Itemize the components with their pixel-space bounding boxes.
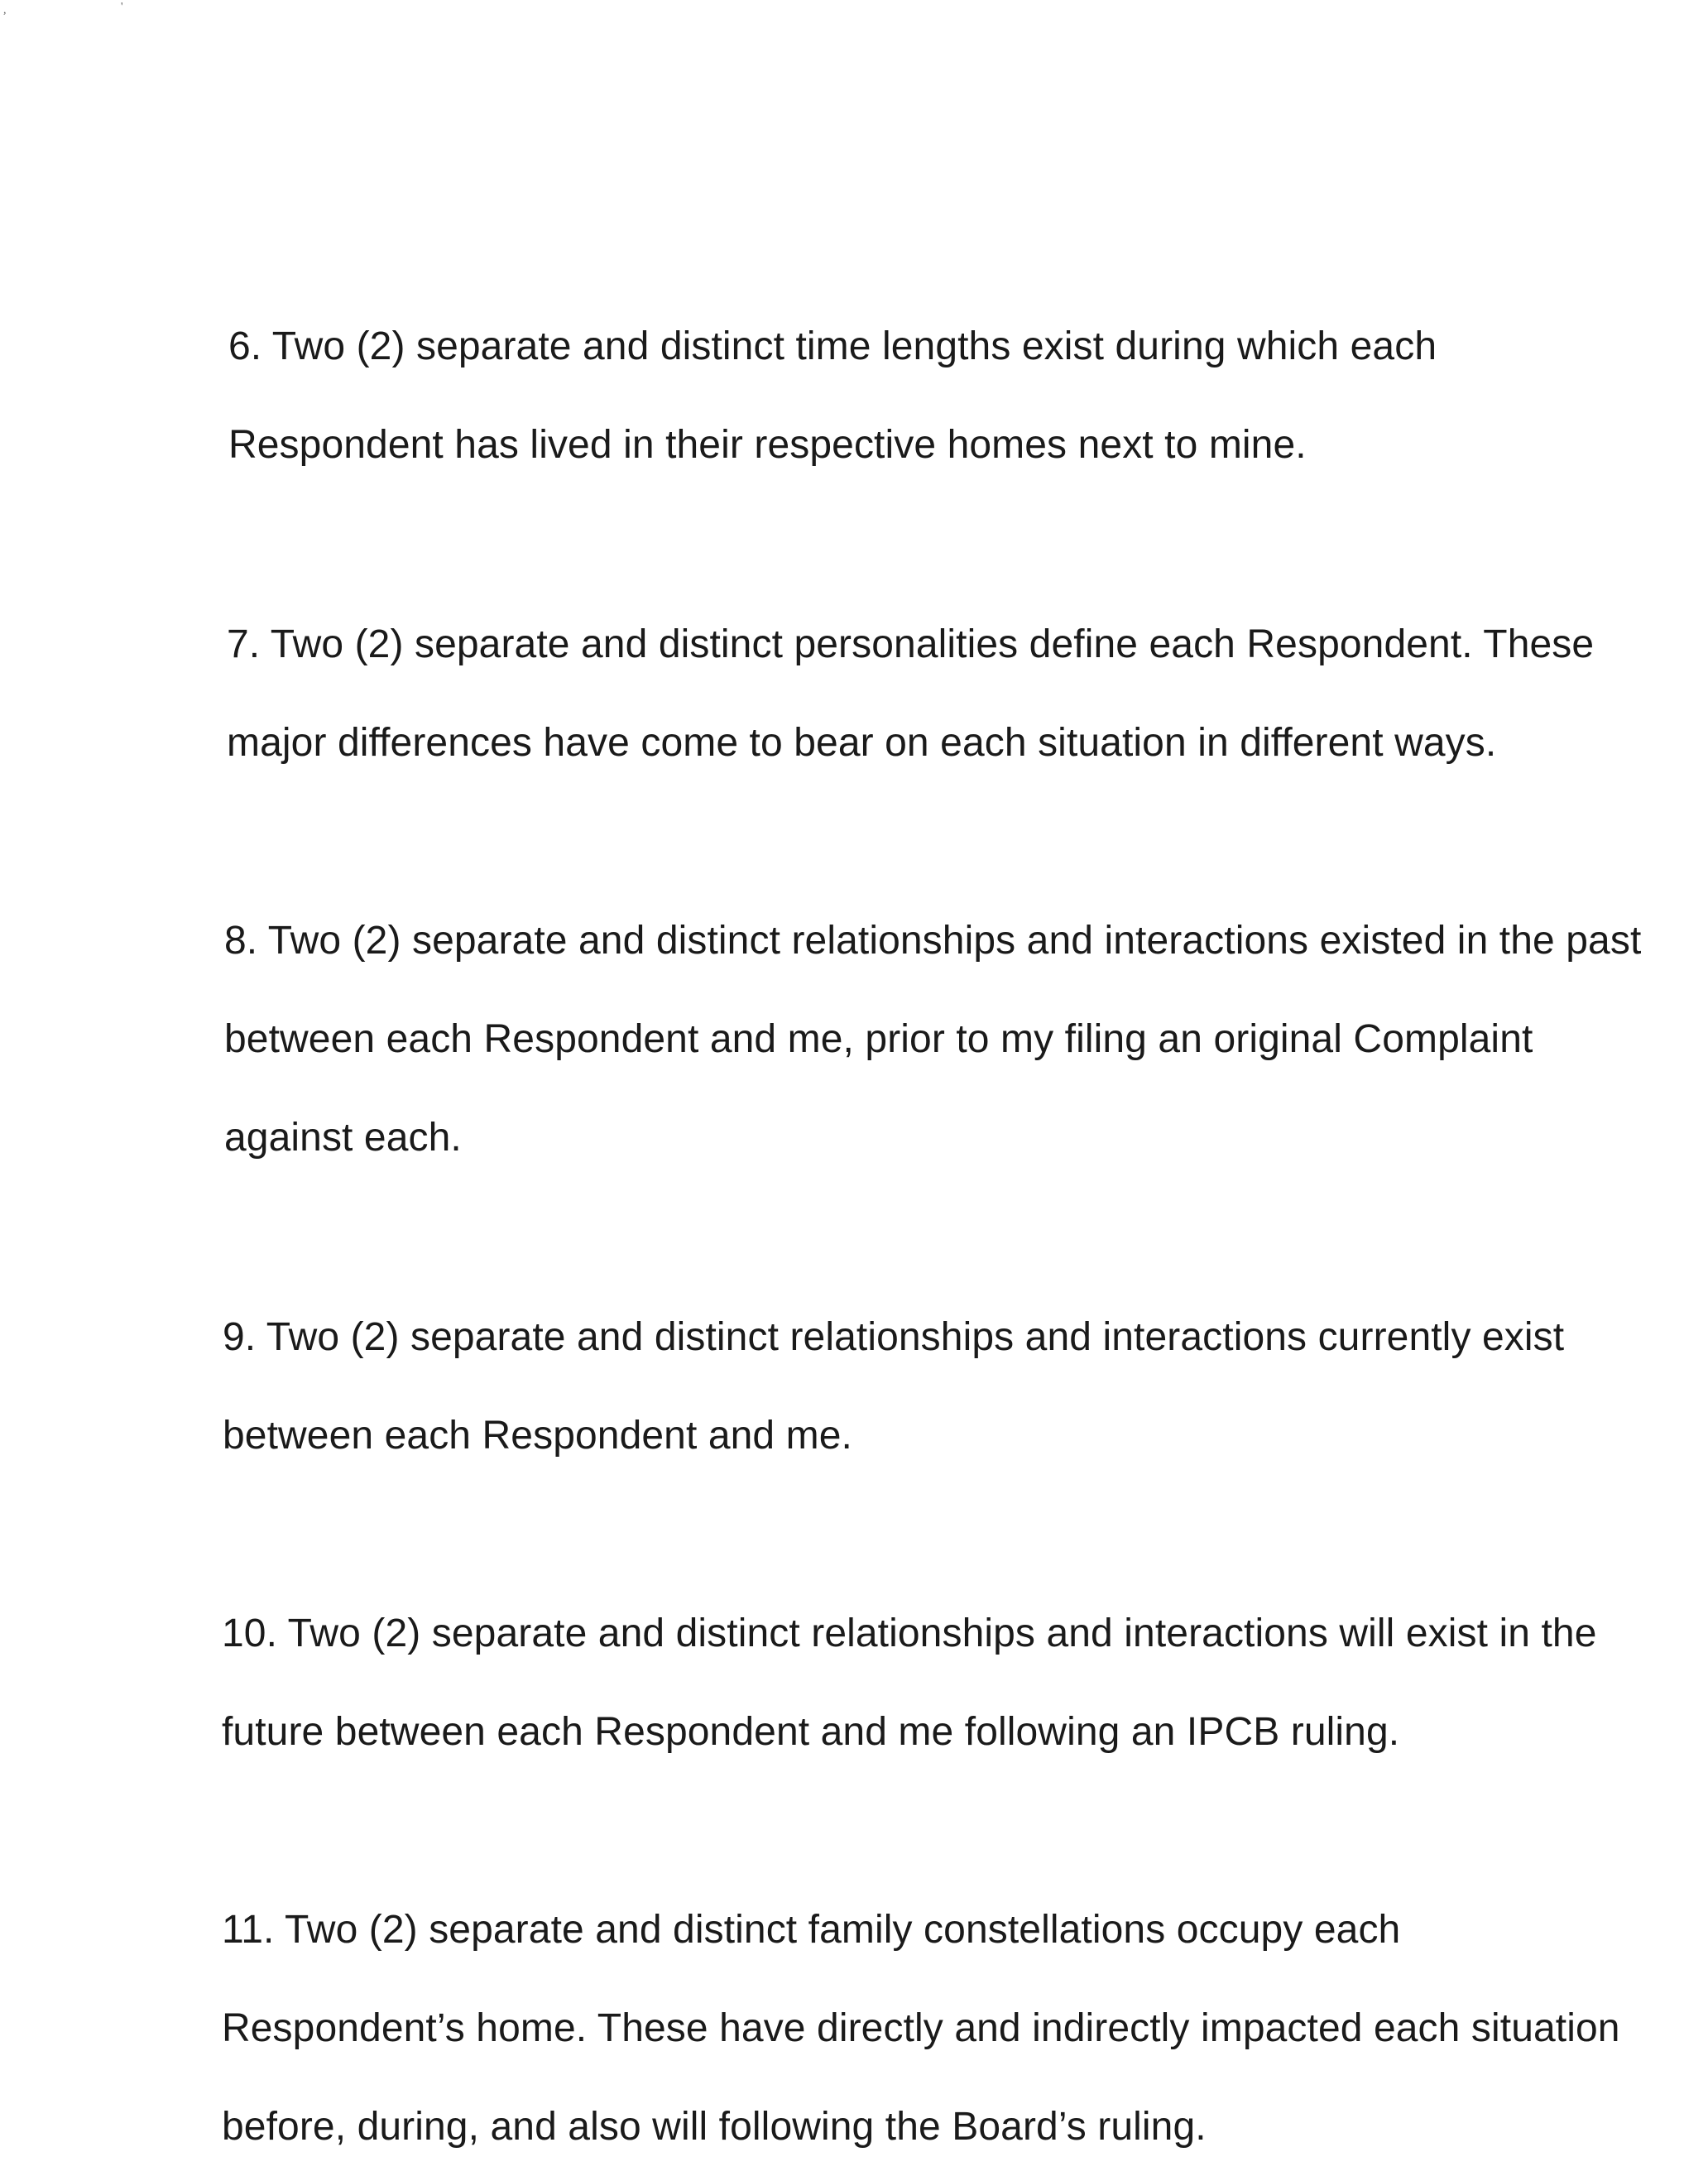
paragraph-line: major differences have come to bear on each situation in different ways. <box>227 721 1497 765</box>
paragraph-line: against each. <box>224 1116 462 1160</box>
paragraph-line: between each Respondent and me. <box>223 1414 852 1458</box>
paragraph-line: 10. Two (2) separate and distinct relationships and interactions will exist in the <box>222 1612 1597 1655</box>
paragraph-line: future between each Respondent and me following an IPCB ruling. <box>222 1710 1400 1754</box>
scan-mark: , <box>3 4 7 17</box>
paragraph-line: 7. Two (2) separate and distinct personalities define each Respondent. These <box>227 622 1595 666</box>
paragraph-10 <box>222 1584 1708 1781</box>
paragraph-line: 6. Two (2) separate and distinct time lengths exist during which each <box>228 324 1437 368</box>
paragraph-7 <box>227 595 1708 792</box>
paragraph-line: Respondent has lived in their respective homes next to mine. <box>228 423 1307 467</box>
paragraph-11 <box>222 1881 1708 2176</box>
paragraph-line: between each Respondent and me, prior to my filing an original Complaint <box>224 1017 1533 1061</box>
paragraph-8 <box>224 891 1708 1187</box>
paragraph-6 <box>228 297 1708 494</box>
scan-mark: ' <box>121 1 123 13</box>
paragraph-line: 8. Two (2) separate and distinct relationships and interactions existed in the past <box>224 919 1642 963</box>
paragraph-line: Respondent’s home. These have directly and indirectly impacted each situation <box>222 2006 1620 2050</box>
paragraph-line: 11. Two (2) separate and distinct family constellations occupy each <box>222 1908 1401 1952</box>
paragraph-line: 9. Two (2) separate and distinct relationships and interactions currently exist <box>223 1315 1565 1359</box>
paragraph-line: before, during, and also will following the Board’s ruling. <box>222 2105 1207 2149</box>
paragraph-9 <box>223 1288 1708 1485</box>
